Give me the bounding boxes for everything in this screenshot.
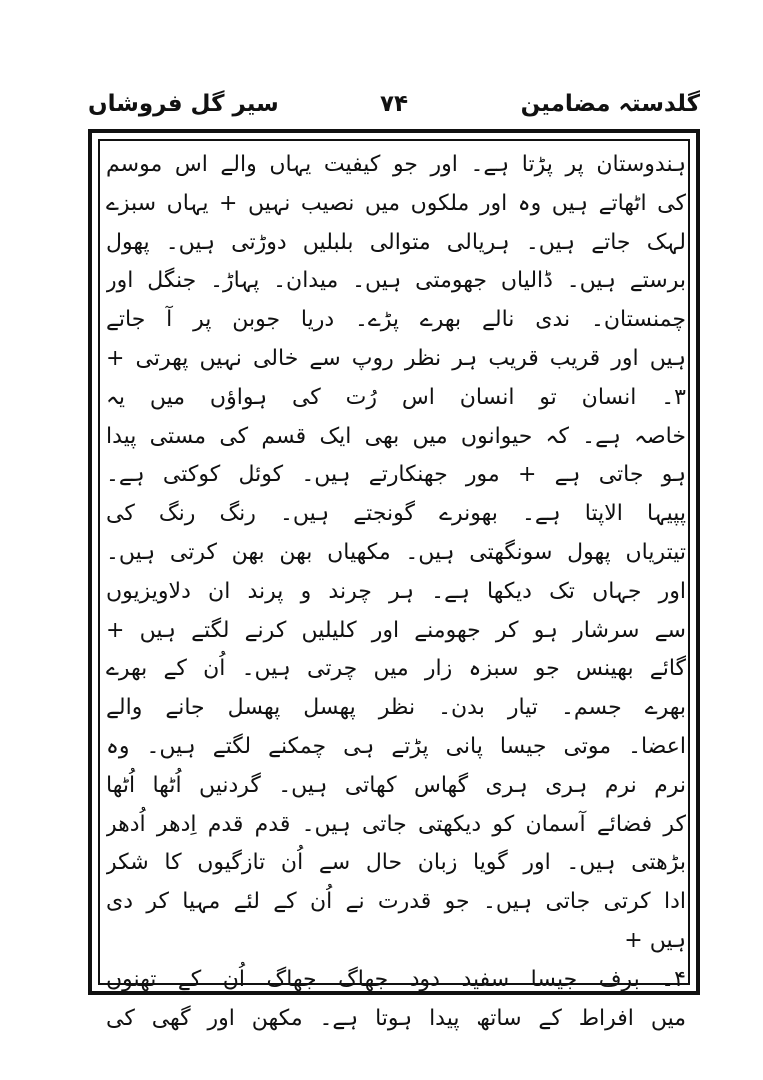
text-line: ہو جاتی ہے + مور جھنکارتے ہیں۔ کوئل کوکتی ہے۔ (106, 462, 686, 488)
page-number: ۷۴ (379, 91, 409, 117)
text-line: تیتریاں پھول سونگھتی ہیں۔ مکھیاں بھن بھن کرتی ہیں۔ (106, 539, 686, 565)
text-line: کر فضائے آسمان کو دیکھتی جاتی ہیں۔ قدم قدم اِدھر اُدھر (106, 811, 686, 837)
text-line: ۴۔ برف جیسا سفید دود جھاگ جھاگ اُن کے تھنوں (106, 966, 686, 992)
text-line: ہیں اور قریب قریب ہر نظر روپ سے خالی نہیں پھرتی + (106, 345, 686, 371)
text-line: برستے ہیں۔ ڈالیاں جھومتی ہیں۔ میدان۔ پہاڑ۔ جنگل اور (106, 268, 686, 294)
text-line: اور جہاں تک دیکھا ہے۔ ہر چرند و پرند ان دلاویزیوں (106, 578, 686, 604)
text-line: ۳۔ انسان تو انسان اس رُت کی ہواؤں میں یہ (106, 384, 686, 410)
text-line: میں افراط کے ساتھ پیدا ہوتا ہے۔ مکھن اور گھی کی (106, 1005, 686, 1031)
text-line: لہک جاتے ہیں۔ ہریالی متوالی بلبلیں دوڑتی ہیں۔ پھول (106, 229, 686, 255)
text-line: اعضا۔ موتی جیسا پانی پڑتے ہی چمکنے لگتے ہیں۔ وہ (106, 733, 686, 759)
text-line: ادا کرتی جاتی ہیں۔ جو قدرت نے اُن کے لئے مہیا کر دی (106, 889, 686, 915)
text-line: گائے بھینس جو سبزہ زار میں چرتی ہیں۔ اُن کے بھرے (106, 656, 686, 682)
text-line: پپیہا الاپتا ہے۔ بھونرے گونجتے ہیں۔ رنگ رنگ کی (106, 501, 686, 527)
running-header (88, 86, 700, 122)
text-line: کی اٹھاتے ہیں وہ اور ملکوں میں نصیب نہیں + یہاں سبزے (106, 190, 686, 216)
text-line: بھرے جسم۔ تیار بدن۔ نظر پھسل پھسل جانے والے (106, 695, 686, 721)
body-text (106, 146, 686, 1038)
text-line: خاصہ ہے۔ کہ حیوانوں میں بھی ایک قسم کی مستی پیدا (106, 423, 686, 449)
text-line: ہیں + (624, 927, 686, 953)
text-line: بڑھتی ہیں۔ اور گویا زبان حال سے اُن تازگیوں کا شکر (106, 850, 686, 876)
text-line: چمنستان۔ ندی نالے بھرے پڑے۔ دریا جوبن پر آ جاتے (106, 307, 686, 333)
section-title: سیر گل فروشاں (88, 91, 279, 117)
text-line: ہندوستان پر پڑتا ہے۔ اور جو کیفیت یہاں والے اس موسم (106, 152, 686, 177)
text-line: نرم نرم ہری ہری گھاس کھاتی ہیں۔ گردنیں اُٹھا اُٹھا (106, 772, 686, 798)
text-line: سے سرشار ہو کر جھومنے اور کلیلیں کرنے لگتے ہیں + (106, 617, 686, 643)
book-title: گلدستہ مضامین (520, 91, 700, 117)
